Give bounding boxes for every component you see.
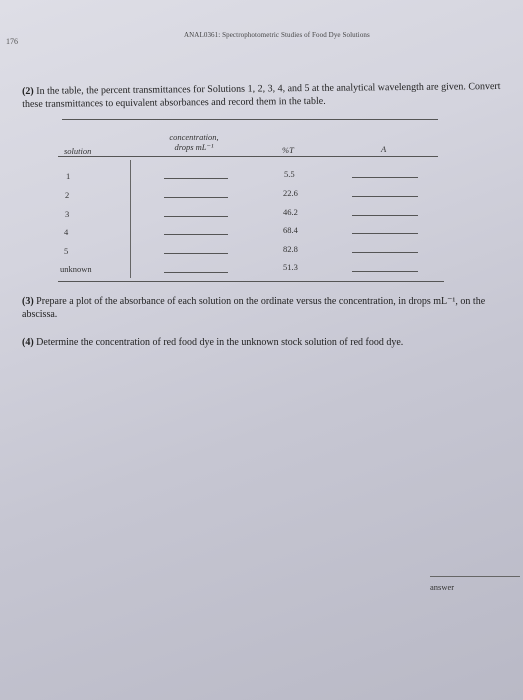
row-5-solution: 5 [64, 246, 69, 256]
row-5-percent-t: 82.8 [283, 244, 298, 254]
row-2-percent-t: 22.6 [283, 188, 298, 198]
row-2-absorbance-blank[interactable] [352, 196, 418, 197]
row-3-solution: 3 [65, 209, 70, 219]
row-1-solution: 1 [66, 171, 71, 181]
question-2-text: In the table, the percent transmittances for Solutions 1, 2, 3, 4, and 5 at the analytical wavelength are given. Convert these transmittances to equivalent absorbances and record them in the table. [22, 80, 501, 110]
row-5-concentration-blank[interactable] [164, 253, 228, 254]
row-5-absorbance-blank[interactable] [352, 252, 418, 253]
row-unknown-concentration-blank[interactable] [164, 272, 228, 273]
running-head: ANAL0361: Spectrophotometric Studies of Food Dye Solutions [184, 31, 370, 39]
row-4-solution: 4 [64, 227, 69, 237]
question-2 [22, 81, 512, 111]
row-4-absorbance-blank[interactable] [352, 233, 418, 234]
header-solution: solution [64, 146, 92, 156]
page-number: 176 [6, 37, 18, 46]
row-1-percent-t: 5.5 [284, 169, 295, 179]
header-absorbance: A [381, 144, 387, 154]
row-3-percent-t: 46.2 [283, 207, 298, 217]
question-3 [22, 296, 517, 321]
table-divider-line [130, 160, 131, 278]
row-2-concentration-blank[interactable] [164, 197, 228, 198]
question-3-number: (3) [22, 296, 34, 307]
header-concentration-line2: drops mL⁻¹ [174, 142, 214, 152]
table-bottom-rule [58, 281, 444, 282]
row-4-concentration-blank[interactable] [164, 234, 228, 235]
row-unknown-percent-t: 51.3 [283, 262, 298, 272]
answer-label: answer [430, 582, 455, 592]
row-unknown-solution: unknown [60, 264, 92, 274]
answer-line[interactable] [430, 576, 520, 577]
table-header-rule [58, 156, 438, 157]
question-2-number: (2) [22, 85, 34, 97]
question-4-number: (4) [22, 337, 34, 348]
header-percent-transmittance: %T [282, 145, 294, 155]
row-1-concentration-blank[interactable] [164, 178, 228, 179]
row-4-percent-t: 68.4 [283, 225, 298, 235]
row-1-absorbance-blank[interactable] [352, 177, 418, 178]
row-2-solution: 2 [65, 190, 70, 200]
question-4-text: Determine the concentration of red food dye in the unknown stock solution of red food dye. [36, 337, 404, 348]
row-3-absorbance-blank[interactable] [352, 215, 418, 216]
question-3-text: Prepare a plot of the absorbance of each solution on the ordinate versus the concentration, in drops mL⁻¹, on the abscissa. [22, 296, 486, 320]
header-concentration-line1: concentration, [169, 132, 219, 142]
row-3-concentration-blank[interactable] [164, 216, 228, 217]
header-concentration [161, 132, 227, 152]
table-top-rule [62, 119, 438, 120]
row-unknown-absorbance-blank[interactable] [352, 271, 418, 272]
question-4 [22, 337, 517, 350]
